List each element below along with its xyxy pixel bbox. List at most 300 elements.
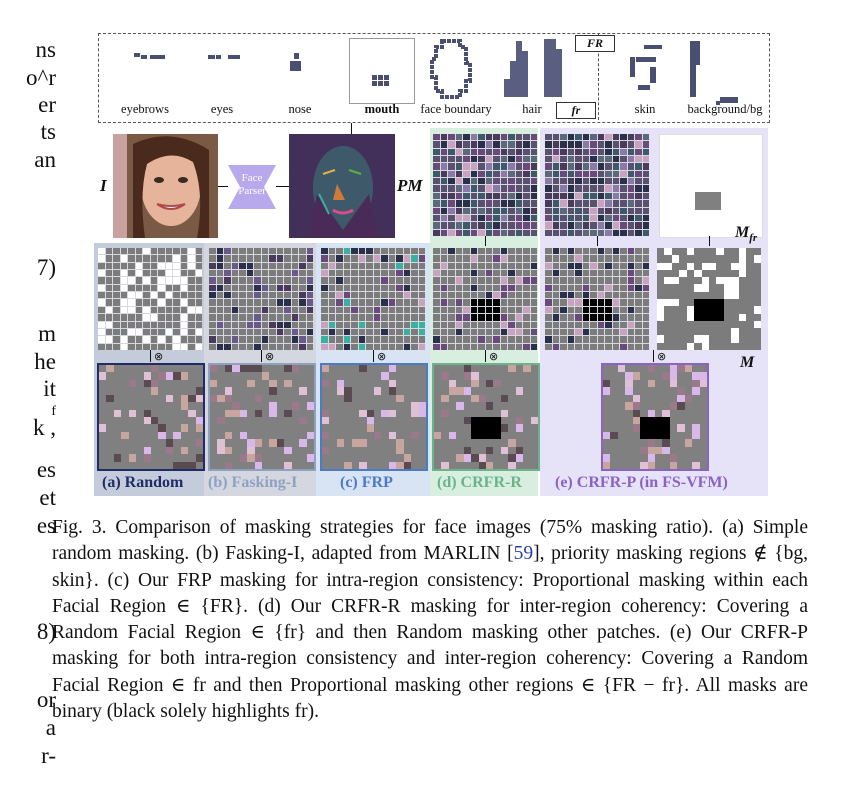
patch	[166, 322, 173, 328]
patch	[516, 372, 523, 379]
patch	[493, 307, 500, 313]
patch	[374, 395, 381, 402]
patch	[677, 410, 684, 417]
patch	[687, 277, 694, 284]
patch	[486, 163, 493, 169]
patch	[633, 432, 640, 439]
patch	[731, 270, 738, 277]
patch	[396, 365, 403, 372]
patch	[648, 439, 655, 446]
patch	[299, 395, 306, 402]
patch	[531, 454, 538, 461]
patch	[329, 322, 336, 328]
patch	[284, 344, 291, 350]
patch	[508, 344, 515, 350]
patch	[633, 402, 640, 409]
patch	[523, 185, 530, 191]
patch	[434, 447, 441, 454]
patch	[464, 402, 471, 409]
patch	[136, 336, 143, 342]
patch	[396, 292, 403, 298]
patch	[620, 141, 627, 147]
patch	[657, 263, 664, 270]
patch	[464, 462, 471, 469]
patch	[262, 424, 269, 431]
patch	[516, 344, 523, 350]
patch	[479, 447, 486, 454]
patch	[247, 439, 254, 446]
patch	[545, 307, 552, 313]
patch	[247, 322, 254, 328]
patch	[151, 270, 158, 276]
patch	[648, 402, 655, 409]
patch	[731, 314, 738, 321]
patch	[568, 185, 575, 191]
patch	[628, 322, 635, 328]
patch	[329, 410, 336, 417]
patch	[648, 462, 655, 469]
patch	[479, 439, 486, 446]
patch	[724, 321, 731, 328]
patch	[239, 292, 246, 298]
patch	[449, 432, 456, 439]
patch	[321, 255, 328, 261]
patch	[396, 462, 403, 469]
patch	[479, 365, 486, 372]
patch	[635, 255, 642, 261]
patch	[605, 255, 612, 261]
patch	[136, 329, 143, 335]
patch	[702, 255, 709, 262]
patch	[136, 322, 143, 328]
patch	[307, 263, 314, 269]
patch	[463, 193, 470, 199]
patch	[501, 255, 508, 261]
patch	[456, 372, 463, 379]
patch	[173, 387, 180, 394]
patch	[605, 149, 612, 155]
patch	[590, 215, 597, 221]
patch	[456, 208, 463, 214]
patch	[620, 263, 627, 269]
patch	[640, 462, 647, 469]
patch	[419, 395, 426, 402]
result-crfr-r	[432, 363, 540, 471]
patch	[605, 314, 612, 320]
patch	[493, 185, 500, 191]
patch	[501, 387, 508, 394]
patch	[128, 270, 135, 276]
patch	[411, 439, 418, 446]
patch	[620, 163, 627, 169]
patch	[336, 322, 343, 328]
patch	[121, 270, 128, 276]
patch	[613, 222, 620, 228]
patch	[635, 263, 642, 269]
patch	[381, 248, 388, 254]
patch	[247, 380, 254, 387]
patch	[209, 299, 216, 305]
patch	[590, 277, 597, 283]
patch	[404, 402, 411, 409]
patch	[531, 134, 538, 140]
patch	[523, 134, 530, 140]
patch	[173, 270, 180, 276]
patch	[560, 299, 567, 305]
patch	[523, 263, 530, 269]
patch	[367, 454, 374, 461]
patch	[284, 439, 291, 446]
patch	[158, 329, 165, 335]
patch	[471, 292, 478, 298]
patch	[121, 447, 128, 454]
patch	[166, 439, 173, 446]
patch	[700, 380, 707, 387]
patch	[613, 185, 620, 191]
patch	[568, 285, 575, 291]
patch	[560, 149, 567, 155]
patch	[486, 454, 493, 461]
patch	[448, 185, 455, 191]
patch	[196, 432, 203, 439]
patch	[618, 432, 625, 439]
patch	[508, 365, 515, 372]
patch	[545, 156, 552, 162]
patch	[486, 178, 493, 184]
patch	[568, 329, 575, 335]
patch	[441, 270, 448, 276]
patch	[501, 171, 508, 177]
patch	[531, 380, 538, 387]
patch	[359, 432, 366, 439]
patch	[613, 299, 620, 305]
patch	[247, 285, 254, 291]
patch	[181, 365, 188, 372]
patch	[381, 372, 388, 379]
patch	[196, 410, 203, 417]
patch	[493, 270, 500, 276]
patch	[173, 314, 180, 320]
patch	[99, 432, 106, 439]
patch	[411, 329, 418, 335]
patch	[568, 156, 575, 162]
patch	[128, 299, 135, 305]
patch	[620, 200, 627, 206]
patch	[247, 277, 254, 283]
patch	[610, 380, 617, 387]
patch	[329, 336, 336, 342]
patch	[344, 432, 351, 439]
patch	[136, 263, 143, 269]
patch	[486, 462, 493, 469]
patch	[396, 314, 403, 320]
patch	[700, 395, 707, 402]
patch	[224, 292, 231, 298]
patch	[374, 322, 381, 328]
patch	[419, 270, 426, 276]
patch	[99, 372, 106, 379]
patch	[479, 454, 486, 461]
patch	[685, 432, 692, 439]
patch	[605, 193, 612, 199]
patch	[129, 432, 136, 439]
patch	[448, 292, 455, 298]
patch	[463, 255, 470, 261]
patch	[344, 410, 351, 417]
patch	[523, 163, 530, 169]
patch	[114, 447, 121, 454]
patch	[389, 447, 396, 454]
patch	[692, 454, 699, 461]
patch	[99, 417, 106, 424]
patch	[396, 410, 403, 417]
patch	[463, 215, 470, 221]
patch	[352, 372, 359, 379]
patch	[329, 439, 336, 446]
patch	[545, 171, 552, 177]
patch	[605, 163, 612, 169]
patch	[625, 402, 632, 409]
patch	[613, 208, 620, 214]
patch	[643, 215, 650, 221]
patch	[113, 248, 120, 254]
citation-link[interactable]: 59	[513, 543, 534, 565]
patch	[284, 372, 291, 379]
patch	[643, 344, 650, 350]
patch	[493, 215, 500, 221]
patch	[404, 380, 411, 387]
patch	[677, 432, 684, 439]
patch	[478, 185, 485, 191]
patch	[463, 163, 470, 169]
patch	[239, 263, 246, 269]
patch	[277, 372, 284, 379]
patch	[344, 395, 351, 402]
patch	[299, 410, 306, 417]
patch	[121, 307, 128, 313]
patch	[508, 134, 515, 140]
patch	[486, 222, 493, 228]
patch	[643, 230, 650, 236]
patch	[321, 285, 328, 291]
patch	[173, 263, 180, 269]
patch	[434, 439, 441, 446]
patch	[716, 314, 723, 321]
patch	[635, 134, 642, 140]
patch	[98, 263, 105, 269]
patch	[739, 314, 746, 321]
patch	[610, 365, 617, 372]
patch	[136, 248, 143, 254]
patch	[419, 447, 426, 454]
patch	[531, 365, 538, 372]
patch	[389, 410, 396, 417]
patch	[166, 248, 173, 254]
patch	[299, 462, 306, 469]
patch	[618, 454, 625, 461]
patch	[166, 263, 173, 269]
patch	[508, 156, 515, 162]
patch	[98, 336, 105, 342]
patch	[694, 270, 701, 277]
patch	[269, 372, 276, 379]
patch	[560, 270, 567, 276]
patch	[188, 380, 195, 387]
patch	[419, 432, 426, 439]
patch	[716, 321, 723, 328]
patch	[433, 200, 440, 206]
patch	[217, 410, 224, 417]
patch	[516, 432, 523, 439]
patch	[583, 222, 590, 228]
patch	[121, 410, 128, 417]
patch	[516, 292, 523, 298]
patch	[448, 149, 455, 155]
patch	[299, 292, 306, 298]
patch	[575, 193, 582, 199]
patch	[419, 410, 426, 417]
patch	[657, 248, 664, 255]
patch	[434, 432, 441, 439]
patch	[508, 454, 515, 461]
patch	[121, 380, 128, 387]
patch	[128, 255, 135, 261]
patch	[411, 424, 418, 431]
patch	[433, 178, 440, 184]
patch	[605, 322, 612, 328]
patch	[605, 270, 612, 276]
patch	[508, 163, 515, 169]
patch	[136, 277, 143, 283]
patch	[746, 277, 753, 284]
patch	[381, 432, 388, 439]
patch	[635, 200, 642, 206]
patch	[560, 277, 567, 283]
margin-line: he	[34, 349, 56, 374]
patch	[441, 417, 448, 424]
patch	[247, 372, 254, 379]
patch	[662, 387, 669, 394]
patch	[106, 454, 113, 461]
patch	[224, 285, 231, 291]
patch	[501, 462, 508, 469]
patch	[716, 263, 723, 270]
patch	[605, 336, 612, 342]
patch	[610, 447, 617, 454]
patch	[336, 329, 343, 335]
patch	[516, 299, 523, 305]
patch	[196, 248, 203, 254]
patch	[396, 322, 403, 328]
patch	[336, 299, 343, 305]
patch	[254, 263, 261, 269]
patch	[277, 432, 284, 439]
patch	[531, 410, 538, 417]
patch	[463, 307, 470, 313]
patch	[545, 292, 552, 298]
patch	[508, 402, 515, 409]
patch	[610, 462, 617, 469]
patch	[463, 178, 470, 184]
patch	[456, 454, 463, 461]
patch	[441, 193, 448, 199]
patch	[158, 307, 165, 313]
patch	[277, 410, 284, 417]
patch	[486, 314, 493, 320]
patch	[181, 248, 188, 254]
patch	[486, 263, 493, 269]
patch	[441, 365, 448, 372]
patch	[329, 329, 336, 335]
patch	[456, 134, 463, 140]
patch	[121, 248, 128, 254]
patch	[292, 285, 299, 291]
patch	[224, 322, 231, 328]
patch	[493, 372, 500, 379]
patch	[284, 314, 291, 320]
patch	[336, 344, 343, 350]
patch	[367, 395, 374, 402]
patch	[374, 329, 381, 335]
patch	[731, 263, 738, 270]
patch	[158, 277, 165, 283]
patch	[366, 255, 373, 261]
patch	[501, 285, 508, 291]
patch	[389, 314, 396, 320]
patch	[553, 178, 560, 184]
patch	[411, 344, 418, 350]
patch	[262, 270, 269, 276]
patch	[516, 193, 523, 199]
patch	[239, 329, 246, 335]
patch	[583, 299, 590, 305]
patch	[262, 432, 269, 439]
patch	[188, 248, 195, 254]
patch	[188, 462, 195, 469]
patch	[746, 248, 753, 255]
patch	[158, 314, 165, 320]
patch	[173, 402, 180, 409]
patch	[583, 185, 590, 191]
patch	[255, 365, 262, 372]
patch	[471, 447, 478, 454]
patch	[620, 314, 627, 320]
patch	[598, 134, 605, 140]
patch	[508, 200, 515, 206]
patch	[508, 410, 515, 417]
patch	[523, 307, 530, 313]
patch	[700, 439, 707, 446]
patch	[456, 171, 463, 177]
patch	[523, 178, 530, 184]
patch	[670, 372, 677, 379]
patch	[635, 344, 642, 350]
patch	[121, 462, 128, 469]
patch	[299, 285, 306, 291]
patch	[166, 380, 173, 387]
patch	[679, 270, 686, 277]
patch	[746, 255, 753, 262]
patch	[523, 149, 530, 155]
patch	[560, 255, 567, 261]
patch	[657, 270, 664, 277]
patch	[560, 185, 567, 191]
patch	[478, 263, 485, 269]
patch	[240, 402, 247, 409]
patch	[381, 447, 388, 454]
patch	[590, 292, 597, 298]
patch	[523, 230, 530, 236]
